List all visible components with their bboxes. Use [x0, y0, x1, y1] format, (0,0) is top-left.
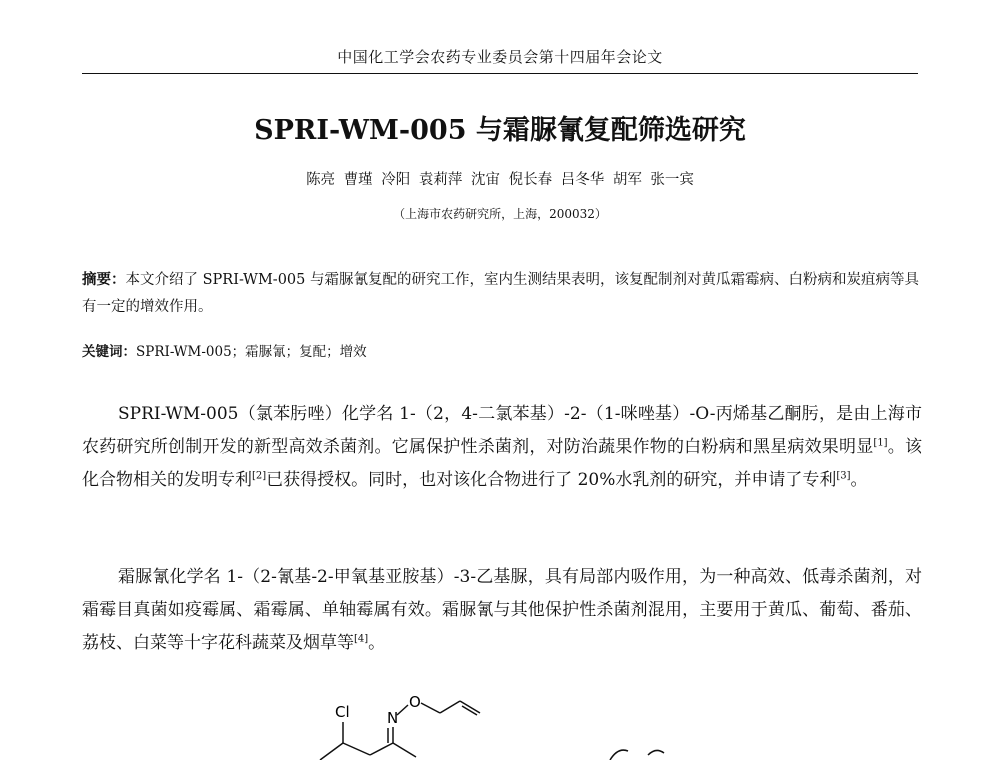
- body-paragraph-2: [82, 561, 922, 660]
- p1-text-a: SPRI-WM-005（氯苯肟唑）化学名 1-（2，4-二氯苯基）-2-（1-咪唑基）-O-丙烯基乙酮肟，是由上海市农药研究所创制开发的新型高效杀菌剂。它属保护性杀菌剂，对防治蔬果作物的白粉病和黑星病效果明显: [82, 404, 922, 457]
- atom-o-label: O: [409, 695, 421, 711]
- paper-title: SPRI-WM-005 与霜脲氰复配筛选研究: [254, 115, 746, 146]
- keywords: [82, 340, 922, 360]
- partial-ring-right: [610, 750, 664, 760]
- bond-n-o: [397, 705, 408, 715]
- abstract: [82, 266, 922, 321]
- atom-cl-label: Cl: [335, 703, 350, 721]
- atom-n-label: N: [387, 709, 399, 727]
- body-paragraph-1: [82, 398, 922, 497]
- p1-text-b: 。该化合物相关的发明专利: [82, 437, 923, 490]
- abstract-label: 摘要：: [82, 271, 126, 288]
- p1-text-c: 已获得授权。同时，也对该化合物进行了 20%水乳剂的研究，并申请了专利: [266, 470, 837, 490]
- running-title: 中国化工学会农药专业委员会第十四届年会论文: [337, 48, 663, 66]
- bond-o-ch2: [421, 703, 440, 713]
- citation-1: [1]: [873, 437, 888, 449]
- abstract-text: 本文介绍了 SPRI-WM-005 与霜脲氰复配的研究工作，室内生测结果表明，该复配制剂对黄瓜霜霉病、白粉病和炭疽病等具有一定的增效作用。: [82, 272, 919, 315]
- author-list: 陈亮 曹瑾 冷阳 袁莉萍 沈宙 倪长春 吕冬华 胡军 张一宾: [306, 172, 694, 188]
- chemical-structure: [290, 695, 670, 760]
- keywords-text: SPRI-WM-005；霜脲氰；复配；增效: [136, 344, 367, 360]
- bond-c-c2: [370, 743, 393, 755]
- bond-c-c: [343, 743, 370, 755]
- running-header: [82, 46, 918, 74]
- citation-2: [2]: [252, 470, 267, 482]
- p2-text-a: 霜脲氰化学名 1-（2-氰基-2-甲氧基亚胺基）-3-乙基脲，具有局部内吸作用，为一种高效、低毒杀菌剂，对霜霉目真菌如疫霉属、霜霉属、单轴霉属有效。霜脲氰与其他保护性杀菌剂混用，主要用于黄瓜、葡萄、番茄、荔枝、白菜等十字花科蔬菜及烟草等: [82, 567, 922, 653]
- citation-3: [3]: [836, 470, 851, 482]
- keywords-label: 关键词：: [82, 344, 136, 360]
- bond-c-methyl: [393, 743, 416, 757]
- citation-4: [4]: [354, 633, 369, 645]
- p1-text-d: 。: [850, 470, 868, 490]
- p2-text-b: 。: [368, 633, 386, 653]
- bond-ch2-ch: [440, 701, 460, 713]
- bond-c-ring: [320, 743, 343, 760]
- affiliation: （上海市农药研究所，上海，200032）: [393, 207, 607, 221]
